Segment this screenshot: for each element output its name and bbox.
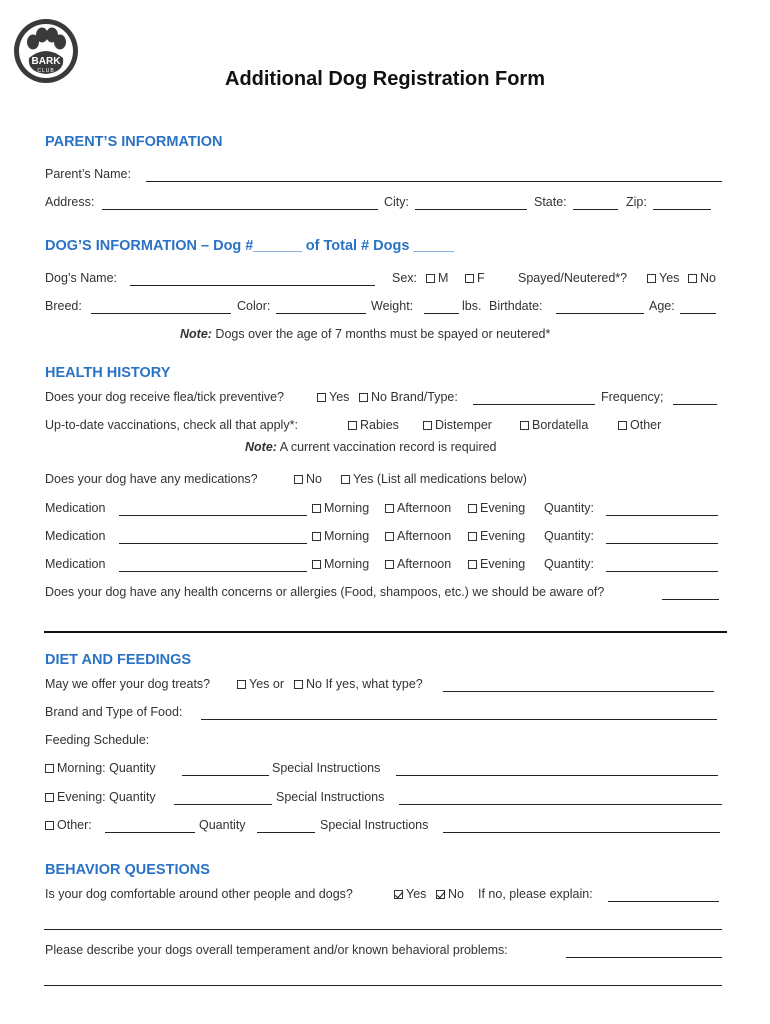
address-field[interactable]: [102, 209, 378, 210]
vaccine-rabies-option[interactable]: [348, 418, 399, 432]
logo-text-top: BARK: [31, 56, 61, 67]
parent-name-field[interactable]: [146, 181, 722, 182]
evening-option[interactable]: [468, 501, 525, 515]
vaccine-distemper-option[interactable]: [423, 418, 492, 432]
age-label: Age:: [649, 299, 675, 313]
checked-checkbox-icon[interactable]: [436, 890, 445, 899]
quantity-label: Quantity:: [544, 557, 595, 571]
spayed-no-label: No: [700, 271, 716, 285]
color-field[interactable]: [276, 313, 366, 314]
explain-field[interactable]: [608, 901, 719, 902]
checkbox-icon[interactable]: [426, 274, 435, 283]
address-label: Address:: [45, 195, 95, 209]
dog-name-field[interactable]: [130, 285, 375, 286]
dog-heading: DOG’S INFORMATION – Dog #______ of Total # Dogs _____: [45, 238, 454, 254]
medications-no-label: No: [306, 472, 322, 486]
checkbox-icon[interactable]: [294, 680, 303, 689]
comfort-yes-option[interactable]: [394, 887, 426, 901]
treats-yes-option[interactable]: [237, 677, 284, 691]
comfort-no-option[interactable]: [436, 887, 464, 901]
zip-field[interactable]: [653, 209, 711, 210]
flea-yes-label: Yes: [329, 390, 350, 404]
morning-special-field[interactable]: [396, 775, 718, 776]
spayed-no-option[interactable]: [688, 271, 716, 285]
weight-field[interactable]: [424, 313, 459, 314]
evening-quantity-label: Evening: Quantity: [57, 790, 156, 804]
zip-label: Zip:: [626, 195, 647, 209]
food-brand-label: Brand and Type of Food:: [45, 705, 183, 719]
vaccine-bordatella-option[interactable]: [520, 418, 588, 432]
checkbox-icon[interactable]: [385, 532, 394, 541]
flea-yes-option[interactable]: [317, 390, 349, 404]
medication-field[interactable]: [119, 543, 307, 544]
flea-no-brand-label: No Brand/Type:: [371, 390, 458, 404]
spayed-yes-option[interactable]: [647, 271, 679, 285]
vaccinations-label: Up-to-date vaccinations, check all that apply*:: [45, 418, 298, 432]
checkbox-icon[interactable]: [45, 821, 54, 830]
lbs-label: lbs.: [462, 299, 482, 313]
checkbox-icon[interactable]: [45, 793, 54, 802]
morning-quantity-label: Morning: Quantity: [57, 761, 156, 775]
morning-label: Morning: [324, 557, 370, 571]
evening-special-field[interactable]: [399, 804, 722, 805]
medications-yes-label: Yes (List all medications below): [353, 472, 527, 486]
other-quantity-label: Quantity: [199, 818, 246, 832]
treats-question: May we offer your dog treats?: [45, 677, 211, 691]
morning-option[interactable]: [312, 501, 369, 515]
morning-feeding-option[interactable]: [45, 761, 156, 775]
sex-m-label: M: [438, 271, 449, 285]
vaccine-bordatella-label: Bordatella: [532, 418, 589, 432]
spay-note: [180, 327, 550, 341]
quantity-field[interactable]: [606, 515, 718, 516]
checkbox-icon[interactable]: [468, 560, 477, 569]
other-field[interactable]: [105, 832, 195, 833]
afternoon-label: Afternoon: [397, 501, 452, 515]
checkbox-icon[interactable]: [312, 532, 321, 541]
sex-m-option[interactable]: [426, 271, 448, 285]
afternoon-option[interactable]: [385, 501, 451, 515]
other-feeding-option[interactable]: [45, 818, 92, 832]
parent-name-label: Parent’s Name:: [45, 167, 131, 181]
color-label: Color:: [237, 299, 271, 313]
checkbox-icon[interactable]: [468, 532, 477, 541]
quantity-label: Quantity:: [544, 501, 595, 515]
city-label: City:: [384, 195, 409, 209]
vaccination-note-prefix: Note:: [245, 440, 277, 454]
evening-option[interactable]: [468, 557, 525, 571]
morning-label: Morning: [324, 529, 370, 543]
quantity-field[interactable]: [606, 571, 718, 572]
concerns-question: Does your dog have any health concerns or allergies (Food, shampoos, etc.) we should be aware of?: [45, 585, 605, 599]
treats-no-option[interactable]: [294, 677, 423, 691]
vaccine-other-option[interactable]: [618, 418, 661, 432]
medications-yes-option[interactable]: [341, 472, 527, 486]
treats-type-field[interactable]: [443, 691, 714, 692]
birthdate-label: Birthdate:: [489, 299, 543, 313]
state-field[interactable]: [573, 209, 618, 210]
age-field[interactable]: [680, 313, 716, 314]
temperament-question: Please describe your dogs overall temperament and/or known behavioral problems:: [45, 943, 508, 957]
vaccination-note: [245, 440, 497, 454]
medications-question: Does your dog have any medications?: [45, 472, 258, 486]
medication-label: Medication: [45, 529, 106, 543]
checkbox-icon[interactable]: [385, 560, 394, 569]
medications-no-option[interactable]: [294, 472, 322, 486]
checkbox-icon[interactable]: [294, 475, 303, 484]
vaccine-distemper-label: Distemper: [435, 418, 492, 432]
evening-label: Evening: [480, 501, 526, 515]
vaccination-note-text: A current vaccination record is required: [276, 440, 497, 454]
birthdate-field[interactable]: [556, 313, 644, 314]
other-quantity-field[interactable]: [257, 832, 315, 833]
checkbox-icon[interactable]: [520, 421, 529, 430]
checkbox-icon[interactable]: [618, 421, 627, 430]
flea-no-option[interactable]: [359, 390, 458, 404]
afternoon-option[interactable]: [385, 529, 451, 543]
checkbox-icon[interactable]: [359, 393, 368, 402]
flea-question: Does your dog receive flea/tick preventive?: [45, 390, 285, 404]
parent-heading: PARENT’S INFORMATION: [45, 134, 223, 150]
checkbox-icon[interactable]: [312, 560, 321, 569]
sex-f-label: F: [477, 271, 485, 285]
sex-label: Sex:: [392, 271, 418, 285]
comfort-no-label: No: [448, 887, 464, 901]
food-brand-field[interactable]: [201, 719, 717, 720]
checkbox-icon[interactable]: [317, 393, 326, 402]
treats-no-label: No If yes, what type?: [306, 677, 423, 691]
evening-quantity-field[interactable]: [174, 804, 272, 805]
feeding-schedule-label: Feeding Schedule:: [45, 733, 150, 747]
treats-yes-label: Yes or: [249, 677, 284, 691]
behavior-heading: BEHAVIOR QUESTIONS: [45, 862, 210, 878]
concerns-field[interactable]: [662, 599, 719, 600]
other-label: Other:: [57, 818, 92, 832]
checkbox-icon[interactable]: [312, 504, 321, 513]
medication-field[interactable]: [119, 515, 307, 516]
spayed-label: Spayed/Neutered*?: [518, 271, 628, 285]
weight-label: Weight:: [371, 299, 414, 313]
checkbox-icon[interactable]: [465, 274, 474, 283]
medication-label: Medication: [45, 557, 106, 571]
explain-label: If no, please explain:: [478, 887, 593, 901]
checkbox-icon[interactable]: [647, 274, 656, 283]
afternoon-label: Afternoon: [397, 529, 452, 543]
state-label: State:: [534, 195, 567, 209]
checkbox-icon[interactable]: [423, 421, 432, 430]
checkbox-icon[interactable]: [688, 274, 697, 283]
medication-label: Medication: [45, 501, 106, 515]
spay-note-text: Dogs over the age of 7 months must be spayed or neutered*: [211, 327, 551, 341]
morning-label: Morning: [324, 501, 370, 515]
vaccine-other-label: Other: [630, 418, 662, 432]
frequency-label: Frequency;: [601, 390, 664, 404]
spay-note-prefix: Note:: [180, 327, 212, 341]
evening-label: Evening: [480, 557, 526, 571]
page-title: Additional Dog Registration Form: [225, 68, 545, 90]
checkbox-icon[interactable]: [45, 764, 54, 773]
temperament-field-line-2[interactable]: [44, 985, 722, 986]
health-heading: HEALTH HISTORY: [45, 365, 171, 381]
evening-feeding-option[interactable]: [45, 790, 156, 804]
city-field[interactable]: [415, 209, 527, 210]
evening-special-label: Special Instructions: [276, 790, 385, 804]
checkbox-icon[interactable]: [385, 504, 394, 513]
diet-heading: DIET AND FEEDINGS: [45, 652, 192, 668]
evening-label: Evening: [480, 529, 526, 543]
logo-text-bottom: CLUB: [37, 68, 55, 74]
morning-option[interactable]: [312, 529, 369, 543]
checked-checkbox-icon[interactable]: [394, 890, 403, 899]
other-special-label: Special Instructions: [320, 818, 429, 832]
brand-type-field[interactable]: [473, 404, 595, 405]
quantity-label: Quantity:: [544, 529, 595, 543]
quantity-field[interactable]: [606, 543, 718, 544]
dog-name-label: Dog’s Name:: [45, 271, 118, 285]
spayed-yes-label: Yes: [659, 271, 680, 285]
vaccine-rabies-label: Rabies: [360, 418, 399, 432]
afternoon-label: Afternoon: [397, 557, 452, 571]
medication-field[interactable]: [119, 571, 307, 572]
evening-option[interactable]: [468, 529, 525, 543]
temperament-field[interactable]: [566, 957, 722, 958]
comfort-question: Is your dog comfortable around other people and dogs?: [45, 887, 353, 901]
other-special-field[interactable]: [443, 832, 720, 833]
afternoon-option[interactable]: [385, 557, 451, 571]
morning-quantity-field[interactable]: [182, 775, 269, 776]
section-divider: [44, 631, 727, 633]
morning-option[interactable]: [312, 557, 369, 571]
checkbox-icon[interactable]: [341, 475, 350, 484]
breed-label: Breed:: [45, 299, 82, 313]
checkbox-icon[interactable]: [468, 504, 477, 513]
morning-special-label: Special Instructions: [272, 761, 381, 775]
checkbox-icon[interactable]: [237, 680, 246, 689]
comfort-yes-label: Yes: [406, 887, 427, 901]
sex-f-option[interactable]: [465, 271, 485, 285]
explain-field-line-2[interactable]: [44, 929, 722, 930]
frequency-field[interactable]: [673, 404, 717, 405]
checkbox-icon[interactable]: [348, 421, 357, 430]
breed-field[interactable]: [91, 313, 231, 314]
